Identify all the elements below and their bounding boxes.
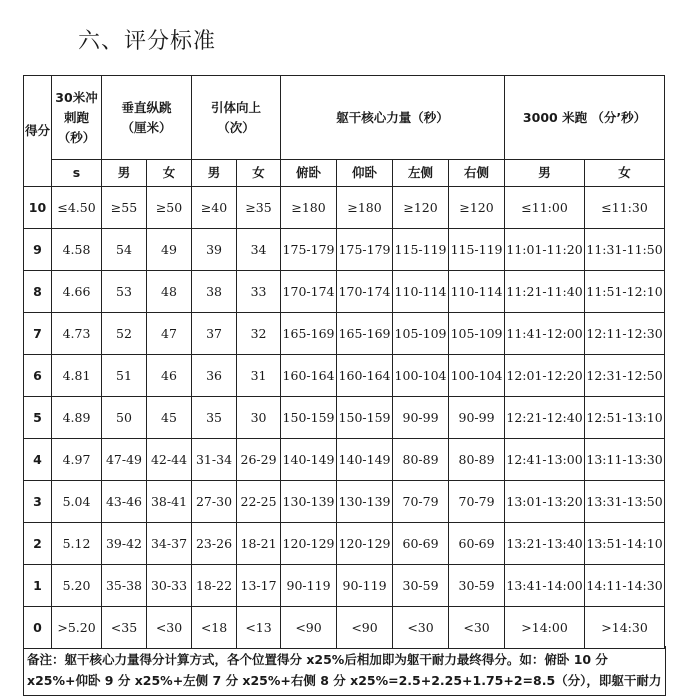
table-row — [24, 439, 665, 481]
score-cell: 115-119 — [449, 229, 505, 271]
score-cell: 49 — [147, 229, 192, 271]
scoring-table — [23, 75, 665, 649]
score-cell: 13:01-13:20 — [505, 481, 585, 523]
table-row — [24, 481, 665, 523]
score-cell: 105-109 — [449, 313, 505, 355]
score-cell: 170-174 — [281, 271, 337, 313]
score-cell: 90-99 — [449, 397, 505, 439]
score-cell: 5.20 — [52, 565, 102, 607]
score-cell: 5.12 — [52, 523, 102, 565]
subheader-cell: 右侧 — [449, 160, 505, 187]
section-heading: 六、评分标准 — [78, 29, 217, 54]
score-cell: 47 — [147, 313, 192, 355]
score-cell: 38 — [192, 271, 237, 313]
header-vertical-jump: 垂直纵跳（厘米） — [102, 76, 192, 160]
score-cell: 51 — [102, 355, 147, 397]
score-cell: 80-89 — [449, 439, 505, 481]
score-cell: >14:00 — [505, 607, 585, 649]
score-cell: 13:41-14:00 — [505, 565, 585, 607]
score-cell: 130-139 — [281, 481, 337, 523]
table-row — [24, 313, 665, 355]
score-cell: 43-46 — [102, 481, 147, 523]
score-cell: 160-164 — [337, 355, 393, 397]
table-body — [24, 187, 665, 649]
score-cell: <30 — [393, 607, 449, 649]
score-cell: 60-69 — [393, 523, 449, 565]
score-cell: 12:31-12:50 — [585, 355, 665, 397]
score-cell: 27-30 — [192, 481, 237, 523]
score-cell: 90-99 — [393, 397, 449, 439]
grade-cell: 5 — [24, 397, 52, 439]
score-cell: 39-42 — [102, 523, 147, 565]
score-cell: 13:11-13:30 — [585, 439, 665, 481]
header-grade: 得分 — [24, 76, 52, 187]
score-cell: 115-119 — [393, 229, 449, 271]
grade-cell: 7 — [24, 313, 52, 355]
score-cell: ≥120 — [449, 187, 505, 229]
score-cell: 105-109 — [393, 313, 449, 355]
table-row — [24, 565, 665, 607]
score-cell: 34-37 — [147, 523, 192, 565]
score-cell: 110-114 — [393, 271, 449, 313]
score-cell: 48 — [147, 271, 192, 313]
score-cell: 35-38 — [102, 565, 147, 607]
score-cell: 170-174 — [337, 271, 393, 313]
score-cell: ≥55 — [102, 187, 147, 229]
score-cell: 23-26 — [192, 523, 237, 565]
score-cell: <35 — [102, 607, 147, 649]
score-cell: 52 — [102, 313, 147, 355]
grade-cell: 10 — [24, 187, 52, 229]
table-row — [24, 229, 665, 271]
score-cell: >5.20 — [52, 607, 102, 649]
score-cell: 12:11-12:30 — [585, 313, 665, 355]
score-cell: 90-119 — [281, 565, 337, 607]
score-cell: <13 — [237, 607, 281, 649]
score-cell: 100-104 — [449, 355, 505, 397]
table-row — [24, 355, 665, 397]
score-cell: 39 — [192, 229, 237, 271]
score-cell: 12:41-13:00 — [505, 439, 585, 481]
score-cell: 22-25 — [237, 481, 281, 523]
score-cell: 4.66 — [52, 271, 102, 313]
header-row — [24, 76, 665, 160]
score-cell: ≥35 — [237, 187, 281, 229]
subheader-cell: 男 — [102, 160, 147, 187]
grade-cell: 2 — [24, 523, 52, 565]
score-cell: 140-149 — [281, 439, 337, 481]
score-cell: ≥180 — [281, 187, 337, 229]
header-core-strength: 躯干核心力量（秒） — [281, 76, 505, 160]
score-cell: 18-21 — [237, 523, 281, 565]
table-row — [24, 523, 665, 565]
score-cell: 165-169 — [337, 313, 393, 355]
score-cell: 30-59 — [449, 565, 505, 607]
score-cell: <90 — [281, 607, 337, 649]
subheader-cell: 左侧 — [393, 160, 449, 187]
score-cell: 175-179 — [337, 229, 393, 271]
table-row — [24, 397, 665, 439]
header-pull-up: 引体向上（次） — [192, 76, 281, 160]
score-cell: 35 — [192, 397, 237, 439]
score-cell: 150-159 — [281, 397, 337, 439]
score-cell: ≤11:30 — [585, 187, 665, 229]
grade-cell: 1 — [24, 565, 52, 607]
score-cell: ≥50 — [147, 187, 192, 229]
score-cell: ≥180 — [337, 187, 393, 229]
score-cell: 13:51-14:10 — [585, 523, 665, 565]
score-cell: 32 — [237, 313, 281, 355]
score-cell: <30 — [147, 607, 192, 649]
score-cell: 12:01-12:20 — [505, 355, 585, 397]
score-cell: 120-129 — [281, 523, 337, 565]
score-cell: 11:31-11:50 — [585, 229, 665, 271]
score-cell: ≤11:00 — [505, 187, 585, 229]
score-cell: <18 — [192, 607, 237, 649]
score-cell: 53 — [102, 271, 147, 313]
note-text: 备注：躯干核心力量得分计算方式，各个位置得分 x25%后相加即为躯干耐力最终得分。如：俯卧 10 分 x25%+仰卧 9 分 x25%+左侧 7 分 x25%+右侧 8 分 x25%=2.5+2.25+1.75+2=8.5（分），即躯干耐力 — [23, 646, 666, 696]
score-cell: >14:30 — [585, 607, 665, 649]
score-cell: 5.04 — [52, 481, 102, 523]
score-cell: 12:51-13:10 — [585, 397, 665, 439]
score-cell: ≤4.50 — [52, 187, 102, 229]
header-sprint: 30米冲刺跑（秒） — [52, 76, 102, 160]
score-cell: 140-149 — [337, 439, 393, 481]
subheader-cell: 女 — [237, 160, 281, 187]
score-cell: 4.97 — [52, 439, 102, 481]
grade-cell: 3 — [24, 481, 52, 523]
grade-cell: 0 — [24, 607, 52, 649]
score-cell: 30-59 — [393, 565, 449, 607]
score-cell: 47-49 — [102, 439, 147, 481]
score-cell: 4.58 — [52, 229, 102, 271]
score-cell: 37 — [192, 313, 237, 355]
score-cell: <90 — [337, 607, 393, 649]
score-cell: 31-34 — [192, 439, 237, 481]
score-cell: 4.73 — [52, 313, 102, 355]
subheader-cell: s — [52, 160, 102, 187]
score-cell: 38-41 — [147, 481, 192, 523]
table-row — [24, 607, 665, 649]
score-cell: 4.81 — [52, 355, 102, 397]
score-cell: 33 — [237, 271, 281, 313]
score-cell: ≥40 — [192, 187, 237, 229]
score-cell: 70-79 — [449, 481, 505, 523]
header-3000m-run: 3000 米跑 （分’秒） — [505, 76, 665, 160]
score-cell: 34 — [237, 229, 281, 271]
score-cell: 30 — [237, 397, 281, 439]
table-row — [24, 271, 665, 313]
grade-cell: 8 — [24, 271, 52, 313]
subheader-cell: 女 — [147, 160, 192, 187]
score-cell: 30-33 — [147, 565, 192, 607]
score-cell: 42-44 — [147, 439, 192, 481]
subheader-cell: 俯卧 — [281, 160, 337, 187]
score-cell: 31 — [237, 355, 281, 397]
subheader-row — [24, 160, 665, 187]
grade-cell: 9 — [24, 229, 52, 271]
subheader-cell: 女 — [585, 160, 665, 187]
score-cell: 120-129 — [337, 523, 393, 565]
score-cell: 54 — [102, 229, 147, 271]
score-cell: 4.89 — [52, 397, 102, 439]
score-cell: 100-104 — [393, 355, 449, 397]
score-cell: 26-29 — [237, 439, 281, 481]
score-cell: 90-119 — [337, 565, 393, 607]
score-cell: 18-22 — [192, 565, 237, 607]
score-cell: 130-139 — [337, 481, 393, 523]
score-cell: 36 — [192, 355, 237, 397]
subheader-cell: 男 — [192, 160, 237, 187]
score-cell: 13:21-13:40 — [505, 523, 585, 565]
subheader-cell: 男 — [505, 160, 585, 187]
score-cell: 46 — [147, 355, 192, 397]
score-cell: 45 — [147, 397, 192, 439]
score-cell: <30 — [449, 607, 505, 649]
grade-cell: 6 — [24, 355, 52, 397]
score-cell: 12:21-12:40 — [505, 397, 585, 439]
score-cell: 50 — [102, 397, 147, 439]
score-cell: 165-169 — [281, 313, 337, 355]
score-cell: 11:41-12:00 — [505, 313, 585, 355]
grade-cell: 4 — [24, 439, 52, 481]
score-cell: 175-179 — [281, 229, 337, 271]
score-cell: 11:01-11:20 — [505, 229, 585, 271]
score-cell: 70-79 — [393, 481, 449, 523]
table-row — [24, 187, 665, 229]
score-cell: 160-164 — [281, 355, 337, 397]
subheader-cell: 仰卧 — [337, 160, 393, 187]
score-cell: 80-89 — [393, 439, 449, 481]
score-cell: 11:51-12:10 — [585, 271, 665, 313]
score-cell: 11:21-11:40 — [505, 271, 585, 313]
score-cell: 60-69 — [449, 523, 505, 565]
score-cell: 13:31-13:50 — [585, 481, 665, 523]
score-cell: 14:11-14:30 — [585, 565, 665, 607]
score-cell: 150-159 — [337, 397, 393, 439]
score-cell: 110-114 — [449, 271, 505, 313]
score-cell: 13-17 — [237, 565, 281, 607]
score-cell: ≥120 — [393, 187, 449, 229]
